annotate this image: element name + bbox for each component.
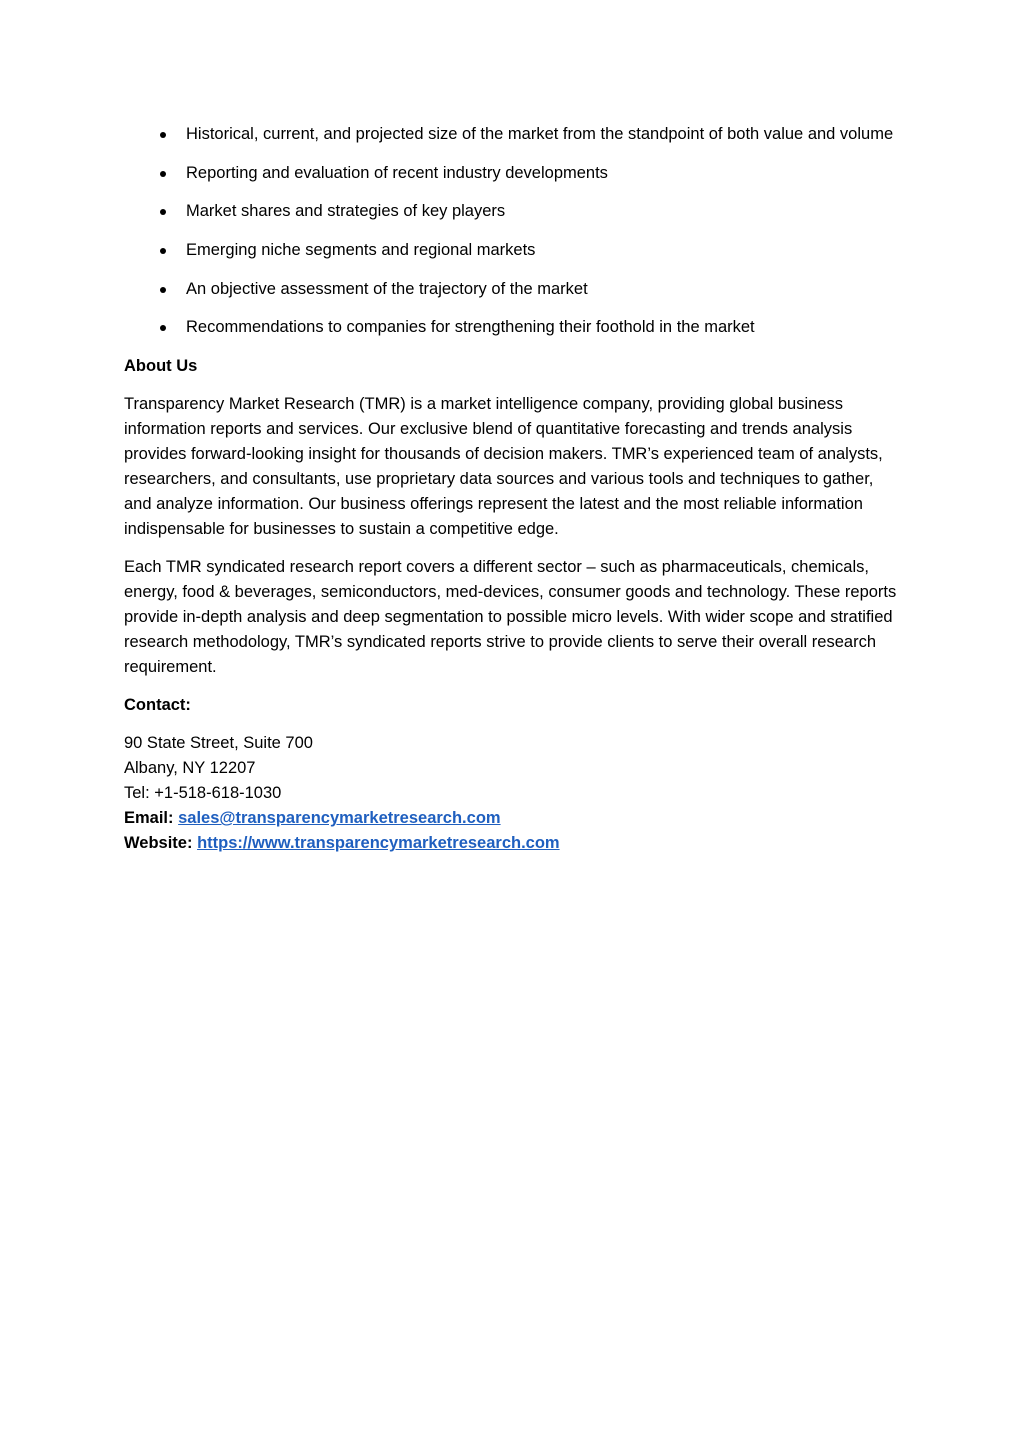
- list-item: [124, 199, 904, 224]
- bullet-icon: [160, 325, 166, 331]
- bullet-icon: [160, 132, 166, 138]
- contact-details: [124, 731, 904, 856]
- bullet-icon: [160, 248, 166, 254]
- list-item: [124, 315, 904, 340]
- about-paragraph-1: Transparency Market Research (TMR) is a market intelligence company, providing global business information reports and services. Our exclusive blend of quantitative forecasting and trends analysis provides forward-looking insight for thousands of decision makers. TMR’s experienced team of analysts, researchers, and consultants, use proprietary data sources and various tools and techniques to gather, and analyze information. Our business offerings represent the latest and the most reliable information indispensable for businesses to sustain a competitive edge.: [124, 395, 883, 539]
- about-us-heading: About Us: [124, 357, 198, 376]
- email-line: [124, 806, 904, 831]
- address-line-1: 90 State Street, Suite 700: [124, 734, 313, 753]
- website-label: Website:: [124, 834, 193, 853]
- list-item-text: An objective assessment of the trajectory of the market: [186, 279, 588, 298]
- about-paragraph-2: Each TMR syndicated research report covers a different sector – such as pharmaceuticals, chemicals, energy, food & beverages, semiconductors, med-devices, consumer goods and technology. These reports provide in-depth analysis and deep segmentation to possible micro levels. With wider scope and stratified research methodology, TMR’s syndicated reports strive to provide clients to serve their overall research requirement.: [124, 558, 897, 677]
- list-item-text: Emerging niche segments and regional markets: [186, 241, 536, 260]
- list-item-text: Historical, current, and projected size of the market from the standpoint of both value and volume: [186, 125, 894, 143]
- email-link[interactable]: sales@transparencymarketresearch.com: [178, 809, 501, 828]
- list-item: [124, 122, 904, 147]
- list-item-text: Market shares and strategies of key players: [186, 202, 506, 221]
- list-item-text: Recommendations to companies for strengthening their foothold in the market: [186, 318, 755, 337]
- contact-heading: Contact:: [124, 696, 191, 715]
- website-line: [124, 831, 904, 856]
- list-item: [124, 161, 904, 186]
- bullet-icon: [160, 209, 166, 215]
- document-page: [124, 122, 904, 856]
- bullet-icon: [160, 171, 166, 177]
- address-line-2: Albany, NY 12207: [124, 759, 256, 778]
- bullet-icon: [160, 287, 166, 293]
- report-highlights-list: [124, 122, 904, 340]
- email-label: Email:: [124, 809, 174, 828]
- website-link[interactable]: https://www.transparencymarketresearch.com: [197, 834, 560, 853]
- list-item: [124, 277, 904, 302]
- list-item-text: Reporting and evaluation of recent industry developments: [186, 163, 608, 182]
- list-item: [124, 238, 904, 263]
- telephone: Tel: +1-518-618-1030: [124, 784, 282, 803]
